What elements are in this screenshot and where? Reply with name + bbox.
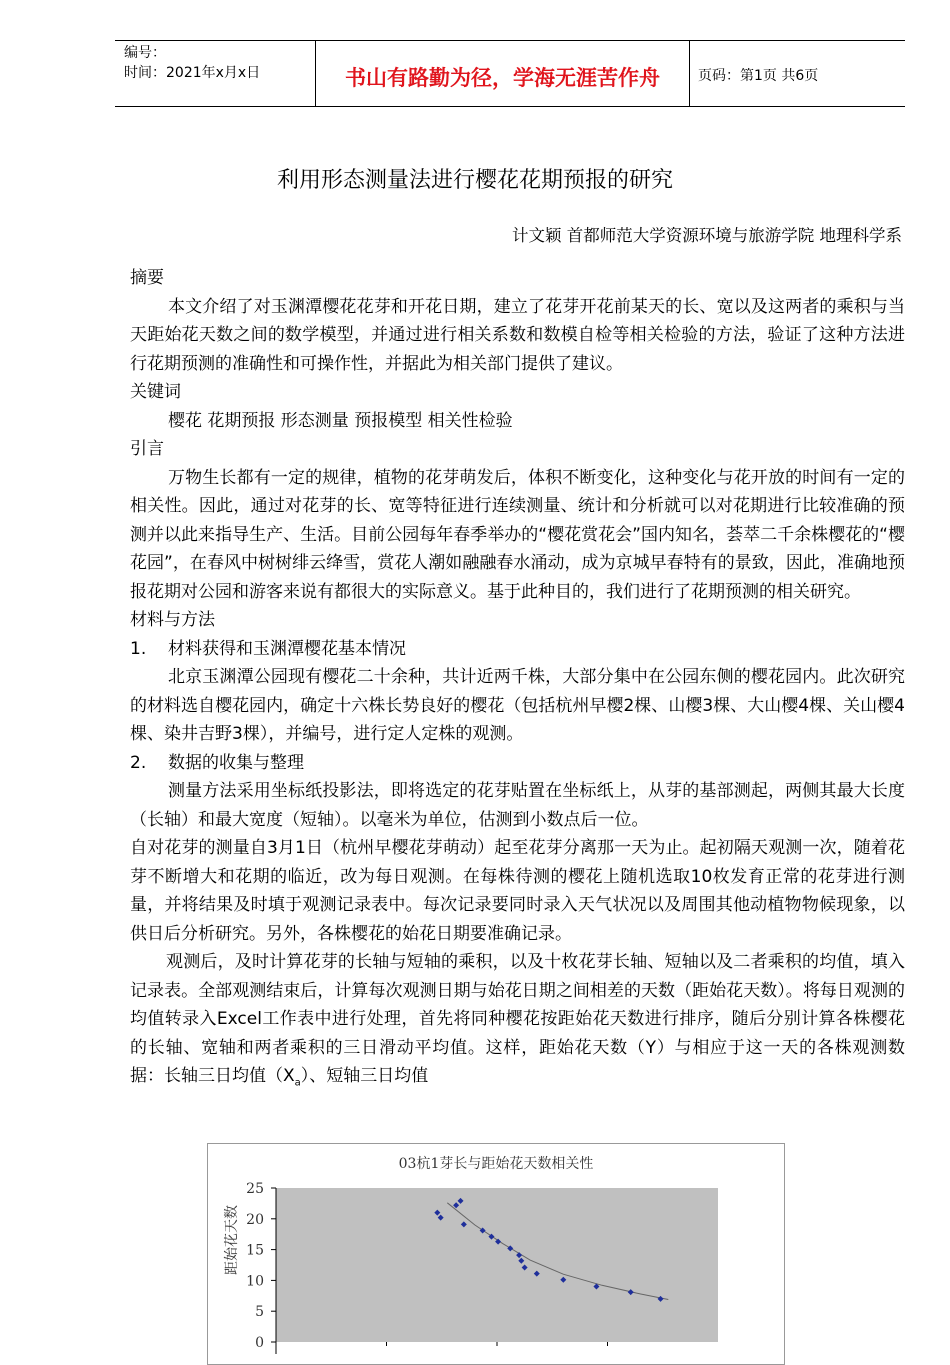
chart-y-axis-label: 距始花天数 <box>224 1205 240 1275</box>
header-rule-bottom <box>115 106 905 107</box>
subscript-a: a <box>294 1077 301 1089</box>
header-motto: 书山有路勤为径，学海无涯苦作舟 <box>345 65 660 90</box>
chart-title: 03杭1芽长与距始花天数相关性 <box>398 1156 594 1172</box>
section-1-number: 1. <box>130 638 147 659</box>
section-2-paragraph-1: 测量方法采用坐标纸投影法，即将选定的花芽贴置在坐标纸上，从芽的基部测起，两侧其最大长度（长轴）和最大宽度（短轴）。以毫米为单位，估测到小数点后一位。 <box>130 781 905 830</box>
y-tick-label: 20 <box>246 1211 264 1228</box>
document-body <box>130 264 905 1098</box>
correlation-chart <box>207 1143 785 1365</box>
section-2-title: 数据的收集与整理 <box>168 752 304 773</box>
methods-heading: 材料与方法 <box>130 610 215 630</box>
header-rule-top <box>115 40 905 41</box>
section-2-number: 2. <box>130 752 147 773</box>
section-1-title: 材料获得和玉渊潭樱花基本情况 <box>168 638 406 659</box>
keywords-text: 樱花 花期预报 形态测量 预报模型 相关性检验 <box>168 410 513 431</box>
abstract-heading: 摘要 <box>130 268 164 288</box>
section-1-heading <box>130 635 905 664</box>
header-number-label: 编号： <box>124 45 166 61</box>
header-meta <box>124 43 260 83</box>
paragraph-3-text: 观测后，及时计算花芽的长轴与短轴的乘积，以及十枚花芽长轴、短轴以及二者乘积的均值，填入记录表。全部观测结束后，计算每次观测日期与始花日期之间相差的天数（距始花天数）。将每日观测的均值转录入Excel工作表中进行处理，首先将同种樱花按距始花天数进行排序，随后分别计算各株樱花的长轴、宽轴和两者乘积的三日滑动平均值。这样，距始花天数（Y）与相应于这一天的各株观测数据：长轴三日均值（X <box>130 952 905 1086</box>
section-2-paragraph-3 <box>130 948 905 1098</box>
y-tick-label: 15 <box>246 1242 264 1259</box>
y-tick-label: 25 <box>246 1181 264 1197</box>
keywords-heading: 关键词 <box>130 382 181 402</box>
section-1-text: 北京玉渊潭公园现有樱花二十余种，共计近两千株，大部分集中在公园东侧的樱花园内。此次研究的材料选自樱花园内，确定十六株长势良好的樱花（包括杭州早樱2棵、山樱3棵、大山樱4棵、关山樱4棵、染井吉野3棵），并编号，进行定人定株的观测。 <box>130 667 905 744</box>
intro-heading: 引言 <box>130 439 164 459</box>
header-time-label: 时间：2021年x月x日 <box>124 65 261 81</box>
y-tick-label: 10 <box>246 1273 264 1290</box>
section-2-paragraph-2: 自对花芽的测量自3月1日（杭州早樱花芽萌动）起至花芽分离那一天为止。起初隔天观测一次，随着花芽不断增大和花期的临近，改为每日观测。在每株待测的樱花上随机选取10枚发育正常的花芽进行测量，并将结果及时填于观测记录表中。每次记录要同时录入天气状况以及周围其他动植物物候现象，以供日后分析研究。另外，各株樱花的始花日期要准确记录。 <box>130 838 905 944</box>
author-line: 计文颖 首都师范大学资源环境与旅游学院 地理科学系 <box>512 226 902 245</box>
y-tick-label: 5 <box>255 1304 264 1321</box>
y-tick-label: 0 <box>255 1335 264 1351</box>
intro-text: 万物生长都有一定的规律，植物的花芽萌发后，体积不断变化，这种变化与花开放的时间有一定的相关性。因此，通过对花芽的长、宽等特征进行连续测量、统计和分析就可以对花期进行比较准确的预测并以此来指导生产、生活。目前公园每年春季举办的“樱花赏花会”国内知名，荟萃二千余株樱花的“樱花园”，在春风中树树绯云绛雪，赏花人潮如融融春水涌动，成为京城早春特有的景致，因此，准确地预报花期对公园和游客来说有都很大的实际意义。基于此种目的，我们进行了花期预测的相关研究。 <box>130 467 905 602</box>
header-page-info: 页码：第1页 共6页 <box>698 68 819 84</box>
document-title: 利用形态测量法进行樱花花期预报的研究 <box>276 168 673 193</box>
abstract-text: 本文介绍了对玉渊潭樱花花芽和开花日期，建立了花芽开花前某天的长、宽以及这两者的乘积与当天距始花天数之间的数学模型，并通过进行相关系数和数模自检等相关检验的方法，验证了这种方法进行花期预测的准确性和可操作性，并据此为相关部门提供了建议。 <box>130 296 905 374</box>
chart-canvas <box>208 1144 784 1364</box>
paragraph-3-text-end: ）、短轴三日均值 <box>300 1066 429 1086</box>
header-divider <box>689 40 690 107</box>
plot-area <box>276 1188 718 1342</box>
section-2-heading <box>130 749 905 778</box>
